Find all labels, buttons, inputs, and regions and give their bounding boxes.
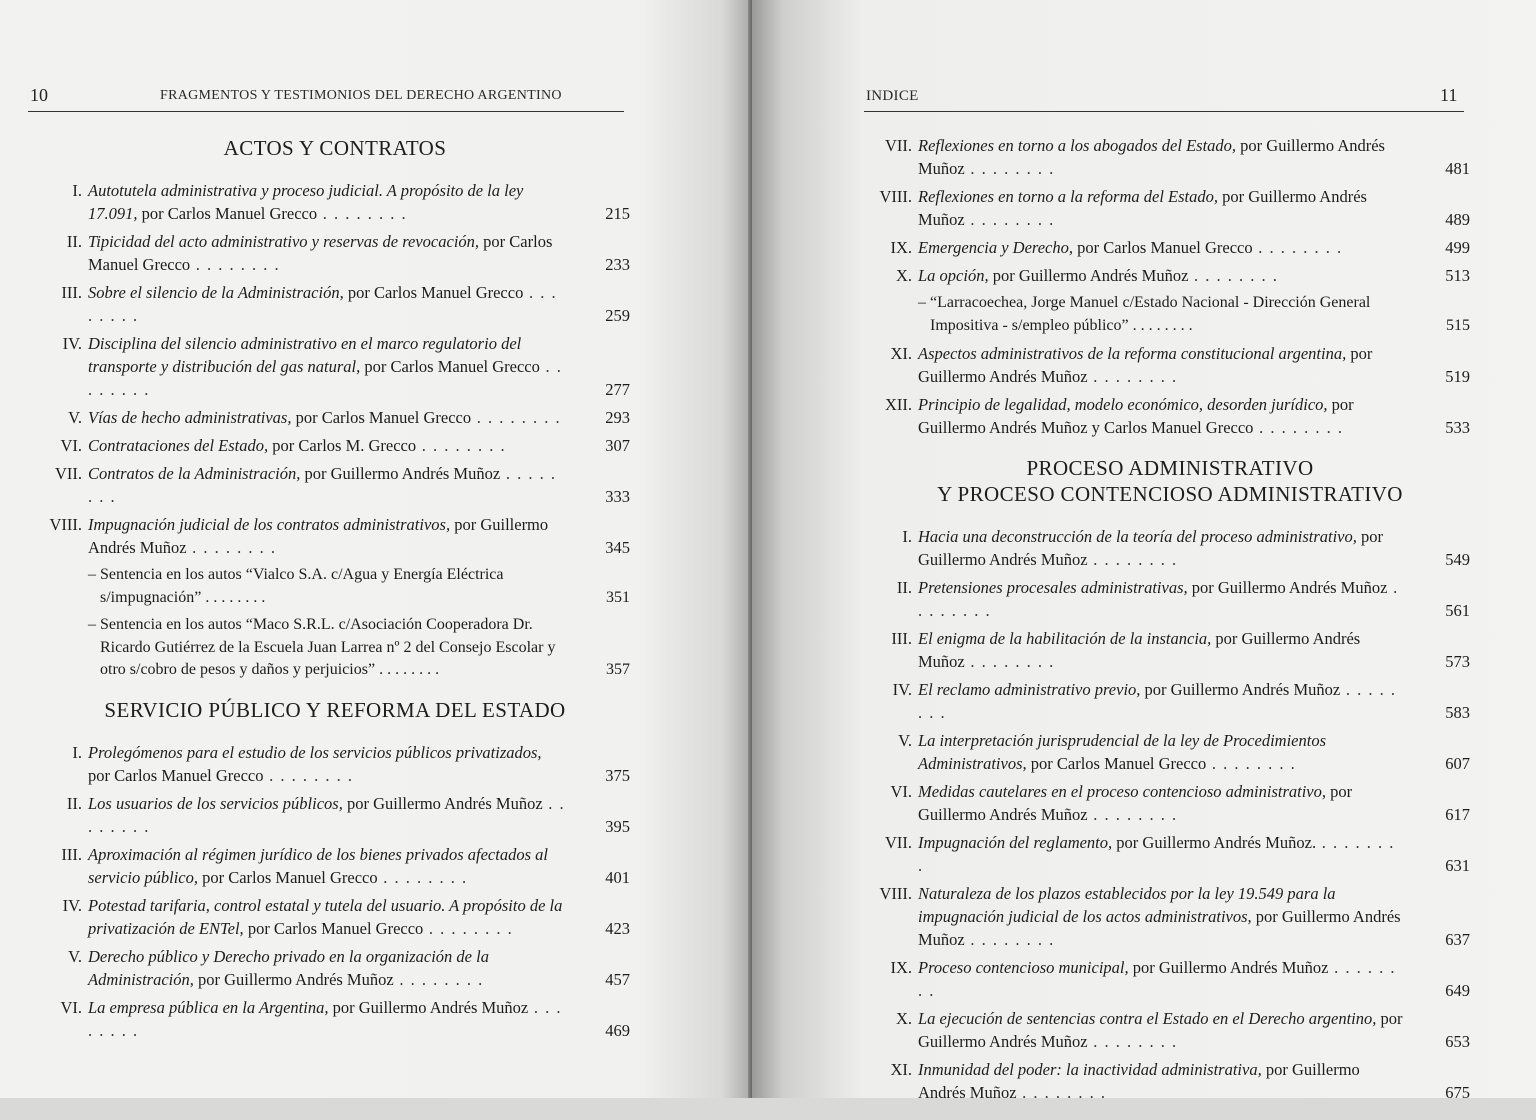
entry-text <box>88 406 566 429</box>
entry-author: por Carlos Manuel Grecco <box>343 283 524 302</box>
entry-page-number: 675 <box>1445 1083 1470 1102</box>
entry-title: Emergencia y Derecho, <box>918 238 1074 257</box>
entry-author: por Carlos Manuel Grecco <box>88 765 264 785</box>
toc-entry <box>870 185 1470 231</box>
entry-author: por Guillermo Andrés Muñoz. <box>1112 833 1317 852</box>
dot-leader: . . . . . . . . <box>964 930 1055 949</box>
entry-page-number: 375 <box>605 765 630 785</box>
entry-text <box>918 525 1406 571</box>
toc-entry <box>870 236 1470 259</box>
entry-page-number: 489 <box>1445 210 1470 229</box>
section-title <box>40 136 630 161</box>
entry-author: por Carlos Manuel Grecco <box>360 357 540 376</box>
entry-text <box>88 179 566 225</box>
dot-leader: . . . . . . . . <box>416 436 507 455</box>
toc-entry <box>870 1058 1470 1104</box>
entry-page-number: 307 <box>605 436 630 455</box>
entry-text <box>88 462 566 508</box>
entry-title: La interpretación jurisprudencial de la ley de Procedimientos Administrativos, <box>918 731 1326 773</box>
entry-author: por Carlos Manuel Grecco <box>1026 754 1207 773</box>
dot-leader: . . . . . . . . <box>1087 367 1178 386</box>
entry-numeral: VIII. <box>49 515 82 534</box>
section-title <box>40 698 630 723</box>
entry-text <box>88 792 566 838</box>
entry-author: por Carlos Manuel Grecco <box>88 232 553 274</box>
section-title-line: Y PROCESO CONTENCIOSO ADMINISTRATIVO <box>937 482 1403 506</box>
toc-entry <box>40 179 630 225</box>
entry-title: El enigma de la habilitación de la instancia, <box>918 629 1212 648</box>
toc-subentry <box>870 292 1470 337</box>
entry-text <box>918 627 1406 673</box>
right-page <box>752 0 1536 1102</box>
entry-title: La opción, <box>918 266 989 285</box>
entry-author: por Guillermo Andrés Muñoz <box>918 527 1383 569</box>
section-title-line: ACTOS Y CONTRATOS <box>223 136 447 160</box>
entry-title: Contrataciones del Estado, <box>88 436 269 455</box>
entry-numeral: I. <box>902 527 912 546</box>
entry-page-number: 277 <box>605 380 630 399</box>
entry-author: por Guillermo Andrés Muñoz <box>1187 578 1388 597</box>
entry-text <box>918 729 1406 775</box>
section-title-line: PROCESO ADMINISTRATIVO <box>1026 456 1314 480</box>
section-title-line: SERVICIO PÚBLICO Y REFORMA DEL ESTADO <box>104 697 566 722</box>
entry-text <box>88 843 566 889</box>
dot-leader: . . . . . . . . <box>201 588 266 606</box>
entry-page-number: 513 <box>1445 266 1470 285</box>
dot-leader: . . . . . . . . <box>88 283 558 325</box>
entry-text <box>88 996 566 1042</box>
entry-title: Proceso contencioso municipal, <box>918 958 1129 977</box>
entry-page-number: 423 <box>605 918 630 938</box>
subentry-text <box>88 564 566 609</box>
entry-numeral: III. <box>61 283 82 302</box>
toc-entry <box>40 281 630 327</box>
entry-text <box>918 134 1406 180</box>
entry-author: por Guillermo Andrés Muñoz <box>1140 680 1341 699</box>
entry-title: La ejecución de sentencias contra el Estado en el Derecho argentino, <box>918 1009 1377 1028</box>
entry-text <box>918 1007 1406 1053</box>
entry-text <box>88 332 566 401</box>
entry-author: por Carlos Manuel Grecco <box>243 918 424 938</box>
dot-leader: . . . . . . . . <box>1206 754 1297 773</box>
entry-title: Naturaleza de los plazos establecidos por la ley 19.549 para la impugnación judicial de los actos administrativos, <box>918 884 1336 926</box>
entry-numeral: III. <box>891 629 912 648</box>
toc-entry <box>870 729 1470 775</box>
entry-numeral: IV. <box>62 895 82 915</box>
entry-title: Los usuarios de los servicios públicos, <box>88 793 343 813</box>
entry-author: por Guillermo Andrés Muñoz <box>300 464 501 483</box>
header-rule <box>864 111 1464 112</box>
dot-leader: . . . . . . . . <box>964 652 1055 671</box>
entry-numeral: IV. <box>892 680 912 699</box>
toc-entry <box>40 792 630 838</box>
dot-leader: . . . . . . . . <box>377 867 468 887</box>
entry-page-number: 583 <box>1445 703 1470 722</box>
entry-page-number: 549 <box>1445 550 1470 569</box>
toc-entry <box>40 406 630 429</box>
entry-numeral: VII. <box>884 833 912 852</box>
entry-title: Vías de hecho administrativas, <box>88 408 292 427</box>
toc-entry <box>870 882 1470 951</box>
dot-leader: . . . . . . . . <box>1087 550 1178 569</box>
entry-page-number: 457 <box>605 969 630 989</box>
subentry-text <box>918 292 1406 337</box>
entry-title: Prolegómenos para el estudio de los servicios públicos privatizados, <box>88 742 542 762</box>
entry-page-number: 515 <box>1446 316 1470 334</box>
entry-text <box>918 185 1406 231</box>
toc-subentry <box>40 564 630 609</box>
entry-numeral: VII. <box>884 136 912 155</box>
dot-leader: . . . . . . . . <box>88 357 563 399</box>
dot-leader: . . . . . . . . <box>1188 266 1279 285</box>
entry-title: Impugnación del reglamento, <box>918 833 1113 852</box>
entry-numeral: III. <box>61 844 82 864</box>
entry-text <box>88 230 566 276</box>
entry-page-number: 469 <box>605 1020 630 1040</box>
page-number: 10 <box>30 85 48 105</box>
entry-text <box>88 281 566 327</box>
toc-entry <box>40 843 630 889</box>
entry-author: por Guillermo Andrés Muñoz <box>918 782 1353 824</box>
entry-page-number: 293 <box>605 408 630 427</box>
entry-title: Medidas cautelares en el proceso contencioso administrativo, <box>918 782 1326 801</box>
dot-leader: . . . . . . . . <box>918 833 1395 875</box>
entry-page-number: 561 <box>1445 601 1470 620</box>
dot-leader: . . . . . . . . <box>263 765 354 785</box>
toc-entry <box>870 1007 1470 1053</box>
dot-leader: . . . . . . . . <box>1087 1032 1178 1051</box>
entry-author: por Guillermo Andrés Muñoz <box>1128 958 1329 977</box>
toc-entry <box>870 264 1470 287</box>
entry-numeral: XI. <box>890 344 912 363</box>
entry-text <box>918 342 1406 388</box>
toc-entry <box>870 134 1470 180</box>
dot-leader: . . . . . . . . <box>375 661 440 678</box>
entry-text <box>88 434 566 457</box>
entry-page-number: 653 <box>1445 1032 1470 1051</box>
entry-numeral: X. <box>895 266 912 285</box>
entry-page-number: 637 <box>1445 930 1470 949</box>
toc-entry <box>40 230 630 276</box>
toc-entry <box>870 678 1470 724</box>
toc-entry <box>40 462 630 508</box>
page-number: 11 <box>1440 85 1458 105</box>
entry-numeral: IV. <box>62 334 82 353</box>
entry-page-number: 499 <box>1445 238 1470 257</box>
toc-entry <box>870 576 1470 622</box>
entry-page-number: 631 <box>1445 856 1470 875</box>
entry-title: Contratos de la Administración, <box>88 464 301 483</box>
entry-numeral: V. <box>68 946 82 966</box>
entry-author: por Guillermo Andrés Muñoz <box>918 344 1373 386</box>
entry-title: El reclamo administrativo previo, <box>918 680 1141 699</box>
entry-numeral: I. <box>72 742 82 762</box>
entry-page-number: 533 <box>1445 418 1470 437</box>
toc-entry <box>870 831 1470 877</box>
entry-text <box>88 741 566 787</box>
entry-numeral: VIII. <box>879 187 912 206</box>
dot-leader: . . . . . . . . <box>964 159 1055 178</box>
toc-entry <box>40 945 630 991</box>
entry-title: Autotutela administrativa y proceso judicial. A propósito de la ley 17.091, <box>88 181 524 223</box>
entry-title: La empresa pública en la Argentina, <box>88 997 329 1017</box>
entry-author: por Carlos Manuel Grecco <box>1073 238 1253 257</box>
entry-text <box>88 894 566 940</box>
entry-author: por Carlos M. Grecco <box>268 436 417 455</box>
entry-title: Disciplina del silencio administrativo en el marco regulatorio del transporte y distribución del gas natural, <box>88 334 522 376</box>
entry-title: Potestad tarifaria, control estatal y tutela del usuario. A propósito de la privatización de ENTel, <box>88 895 563 938</box>
entry-numeral: II. <box>66 232 82 251</box>
entry-page-number: 215 <box>605 204 630 223</box>
entry-title: Derecho público y Derecho privado en la organización de la Administración, <box>88 946 489 989</box>
entry-page-number: 617 <box>1445 805 1470 824</box>
entry-author: por Guillermo Andrés Muñoz <box>88 515 549 557</box>
dot-leader: . . . . . . . . <box>1128 316 1193 334</box>
entry-author: por Guillermo Andrés Muñoz <box>193 969 394 989</box>
toc-entry <box>40 332 630 401</box>
toc-entry <box>870 956 1470 1002</box>
entry-page-number: 351 <box>606 588 630 606</box>
toc-entries <box>870 134 1470 439</box>
dot-leader: . . . . . . . . <box>1016 1083 1107 1102</box>
entry-author: por Guillermo Andrés Muñoz <box>918 629 1361 671</box>
entry-numeral: VII. <box>54 464 82 483</box>
entry-author: por Guillermo Andrés Muñoz <box>918 1009 1403 1051</box>
dot-leader: . . . . . . . . <box>88 793 566 836</box>
toc-entry <box>40 513 630 559</box>
dot-leader: . . . . . . . . <box>317 204 408 223</box>
subentry-title: – “Larracoechea, Jorge Manuel c/Estado Nacional - Dirección General Impositiva - s/empleo público” <box>918 294 1371 334</box>
toc-entry <box>870 627 1470 673</box>
entry-page-number: 395 <box>605 816 630 836</box>
entry-title: Aproximación al régimen jurídico de los bienes privados afectados al servicio público, <box>88 844 548 887</box>
entry-title: Principio de legalidad, modelo económico, desorden jurídico, <box>918 395 1328 414</box>
entry-author: por Carlos Manuel Grecco <box>137 204 318 223</box>
dot-leader: . . . . . . . . <box>471 408 562 427</box>
entry-numeral: VIII. <box>879 884 912 903</box>
entry-page-number: 233 <box>605 255 630 274</box>
dot-leader: . . . . . . . . <box>1252 238 1343 257</box>
section-title <box>870 455 1470 507</box>
entry-author: por Guillermo Andrés Muñoz <box>342 793 543 813</box>
entry-title: Impugnación judicial de los contratos administrativos, <box>88 515 451 534</box>
entry-author: por Carlos Manuel Grecco <box>197 867 378 887</box>
entry-title: Tipicidad del acto administrativo y reservas de revocación, <box>88 232 480 251</box>
entry-numeral: V. <box>898 731 912 750</box>
entry-page-number: 333 <box>605 487 630 506</box>
entry-title: Sobre el silencio de la Administración, <box>88 283 344 302</box>
entry-title: Hacia una deconstrucción de la teoría del proceso administrativo, <box>918 527 1357 546</box>
entry-text <box>918 882 1406 951</box>
dot-leader: . . . . . . . . <box>190 255 281 274</box>
running-head: INDICE <box>866 88 919 104</box>
entry-text <box>918 831 1406 877</box>
toc-entry <box>870 342 1470 388</box>
entry-author: por Carlos Manuel Grecco <box>291 408 472 427</box>
dot-leader: . . . . . . . . <box>88 464 557 506</box>
entry-title: Aspectos administrativos de la reforma constitucional argentina, <box>918 344 1347 363</box>
dot-leader: . . . . . . . . <box>918 958 1396 1000</box>
entry-numeral: VI. <box>60 997 82 1017</box>
running-head: FRAGMENTOS Y TESTIMONIOS DEL DERECHO ARGENTINO <box>160 88 562 103</box>
entry-text <box>918 678 1406 724</box>
header-rule <box>28 111 624 112</box>
left-toc <box>40 136 630 1058</box>
entry-numeral: VI. <box>890 782 912 801</box>
subentry-title: – Sentencia en los autos “Vialco S.A. c/Agua y Energía Eléctrica s/impugnación” <box>88 566 504 606</box>
entry-numeral: XI. <box>890 1060 912 1079</box>
left-page <box>0 0 752 1098</box>
entry-text <box>918 393 1406 439</box>
entry-text <box>918 264 1406 287</box>
toc-entries <box>40 179 630 682</box>
entry-page-number: 345 <box>605 538 630 557</box>
toc-entry <box>870 393 1470 439</box>
toc-entry <box>870 780 1470 826</box>
entry-page-number: 519 <box>1445 367 1470 386</box>
entry-page-number: 259 <box>605 306 630 325</box>
toc-entries <box>40 741 630 1042</box>
entry-page-number: 401 <box>605 867 630 887</box>
entry-text <box>918 576 1406 622</box>
dot-leader: . . . . . . . . <box>1253 418 1344 437</box>
entry-title: Pretensiones procesales administrativas, <box>918 578 1188 597</box>
entry-numeral: XII. <box>884 395 912 414</box>
entry-author: por Guillermo Andrés Muñoz y Carlos Manuel Grecco <box>918 395 1354 437</box>
entry-author: por Guillermo Andrés Muñoz <box>918 907 1401 949</box>
subentry-title: – Sentencia en los autos “Maco S.R.L. c/Asociación Cooperadora Dr. Ricardo Gutiérrez de la Escuela Juan Larrea nº 2 del Consejo Escolar y otro s/cobro de pesos y daños y perjuicios” <box>88 616 556 678</box>
entry-numeral: II. <box>66 793 82 813</box>
entry-numeral: II. <box>896 578 912 597</box>
entry-author: por Guillermo Andrés Muñoz <box>918 187 1367 229</box>
entry-author: por Guillermo Andrés Muñoz <box>988 266 1189 285</box>
entry-page-number: 607 <box>1445 754 1470 773</box>
entry-page-number: 481 <box>1445 159 1470 178</box>
entry-text <box>918 780 1406 826</box>
entry-numeral: IX. <box>890 958 912 977</box>
toc-entries <box>870 525 1470 1104</box>
toc-entry <box>870 525 1470 571</box>
entry-author: por Guillermo Andrés Muñoz <box>918 136 1385 178</box>
subentry-text <box>88 614 566 682</box>
entry-title: Reflexiones en torno a los abogados del Estado, <box>918 136 1237 155</box>
entry-page-number: 357 <box>606 661 630 678</box>
entry-numeral: I. <box>72 181 82 200</box>
entry-page-number: 649 <box>1445 981 1470 1000</box>
dot-leader: . . . . . . . . <box>393 969 484 989</box>
dot-leader: . . . . . . . . <box>918 578 1399 620</box>
dot-leader: . . . . . . . . <box>186 538 277 557</box>
dot-leader: . . . . . . . . <box>423 918 514 938</box>
entry-numeral: V. <box>68 408 82 427</box>
entry-text <box>88 513 566 559</box>
entry-text <box>918 1058 1406 1104</box>
entry-title: Reflexiones en torno a la reforma del Estado, <box>918 187 1219 206</box>
toc-entry <box>40 741 630 787</box>
dot-leader: . . . . . . . . <box>918 680 1397 722</box>
dot-leader: . . . . . . . . <box>964 210 1055 229</box>
toc-entry <box>40 894 630 940</box>
toc-entry <box>40 996 630 1042</box>
dot-leader: . . . . . . . . <box>88 997 563 1040</box>
toc-subentry <box>40 614 630 682</box>
toc-entry <box>40 434 630 457</box>
entry-text <box>88 945 566 991</box>
entry-page-number: 573 <box>1445 652 1470 671</box>
right-toc <box>870 134 1470 1120</box>
entry-text <box>918 236 1406 259</box>
entry-title: Inmunidad del poder: la inactividad administrativa, <box>918 1060 1262 1079</box>
entry-author: por Guillermo Andrés Muñoz <box>918 1060 1360 1102</box>
dot-leader: . . . . . . . . <box>1087 805 1178 824</box>
entry-numeral: VI. <box>60 436 82 455</box>
entry-numeral: IX. <box>890 238 912 257</box>
entry-author: por Guillermo Andrés Muñoz <box>328 997 529 1017</box>
entry-text <box>918 956 1406 1002</box>
entry-numeral: X. <box>895 1009 912 1028</box>
